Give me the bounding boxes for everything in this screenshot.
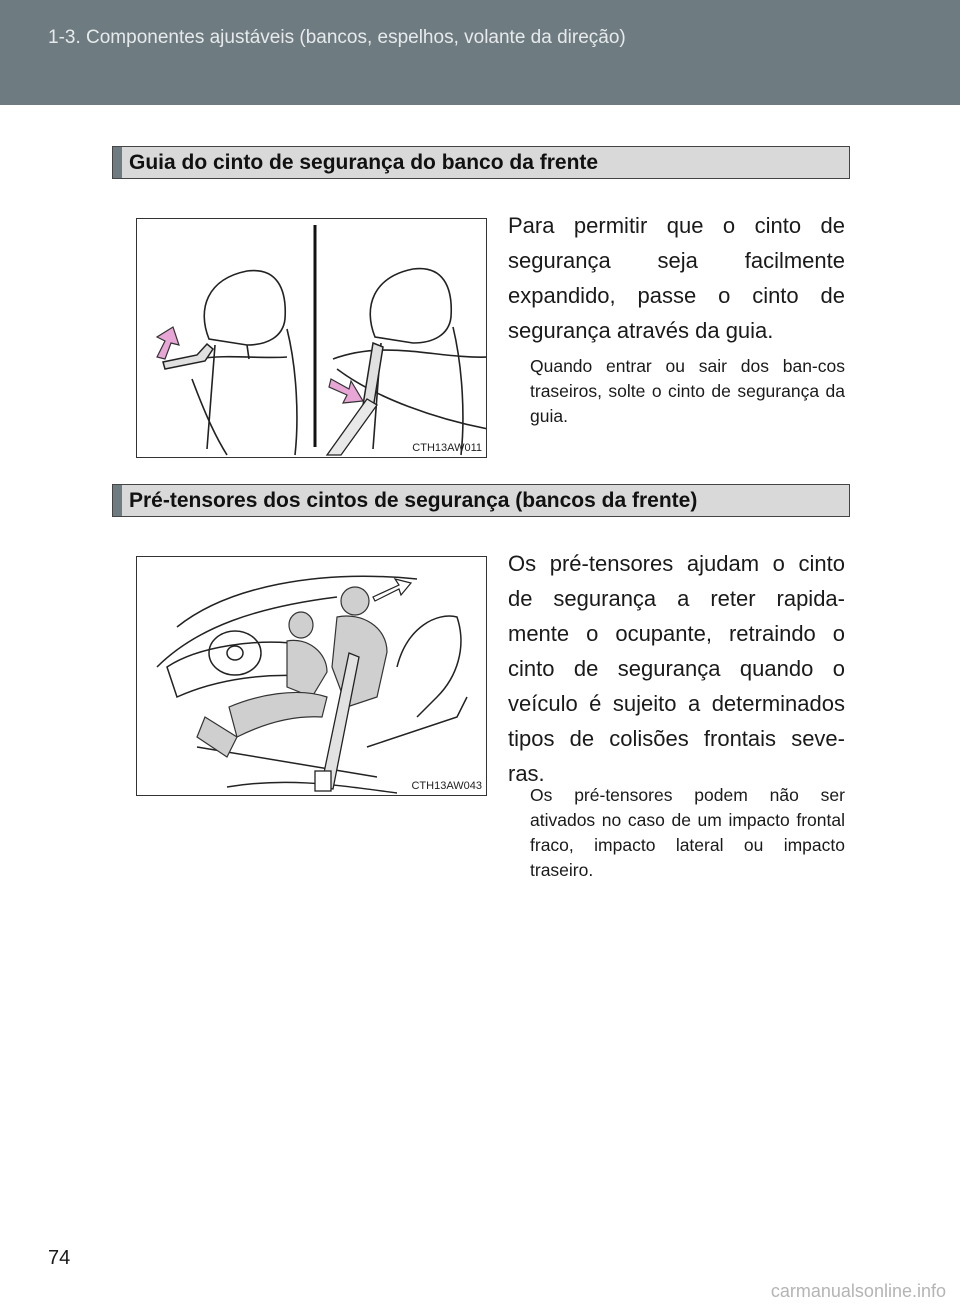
section-body-text: Os pré-tensores ajudam o cinto de segurança a reter rapida- mente o ocupante, retraindo o cinto de segurança quando o veículo é sujeito a determinados tipos de colisões frontais seve- ras. bbox=[508, 551, 845, 786]
watermark: carmanualsonline.info bbox=[770, 1281, 946, 1301]
pretensioner-illustration bbox=[136, 556, 487, 796]
header-bar bbox=[0, 0, 960, 105]
section-heading-pretensioners bbox=[112, 484, 850, 517]
section-note-text: Quando entrar ou sair dos ban-cos traseiros, solte o cinto de segurança da guia. bbox=[530, 356, 845, 426]
section-heading-text: Guia do cinto de segurança do banco da frente bbox=[129, 151, 599, 174]
figure-code-label: CTH13AW043 bbox=[411, 780, 482, 792]
seat-drawing bbox=[137, 219, 487, 458]
chapter-title: 1-3. Componentes ajustáveis (bancos, espelhos, volante da direção) bbox=[48, 27, 626, 48]
figure-code-label: CTH13AW011 bbox=[412, 442, 482, 454]
heading-accent bbox=[113, 485, 122, 516]
section-note-text: Os pré-tensores podem não ser ativados no caso de um impacto frontal fraco, impacto lateral ou impacto traseiro. bbox=[530, 785, 845, 880]
section-heading-seatbelt-guide bbox=[112, 146, 850, 179]
page-number: 74 bbox=[48, 1247, 71, 1269]
heading-accent bbox=[113, 147, 122, 178]
car-interior-drawing bbox=[137, 557, 487, 796]
section-heading-text: Pré-tensores dos cintos de segurança (bancos da frente) bbox=[129, 489, 698, 512]
section-body-text: Para permitir que o cinto de segurança seja facilmente expandido, passe o cinto de segurança através da guia. bbox=[508, 213, 845, 343]
seatbelt-guide-illustration bbox=[136, 218, 487, 458]
